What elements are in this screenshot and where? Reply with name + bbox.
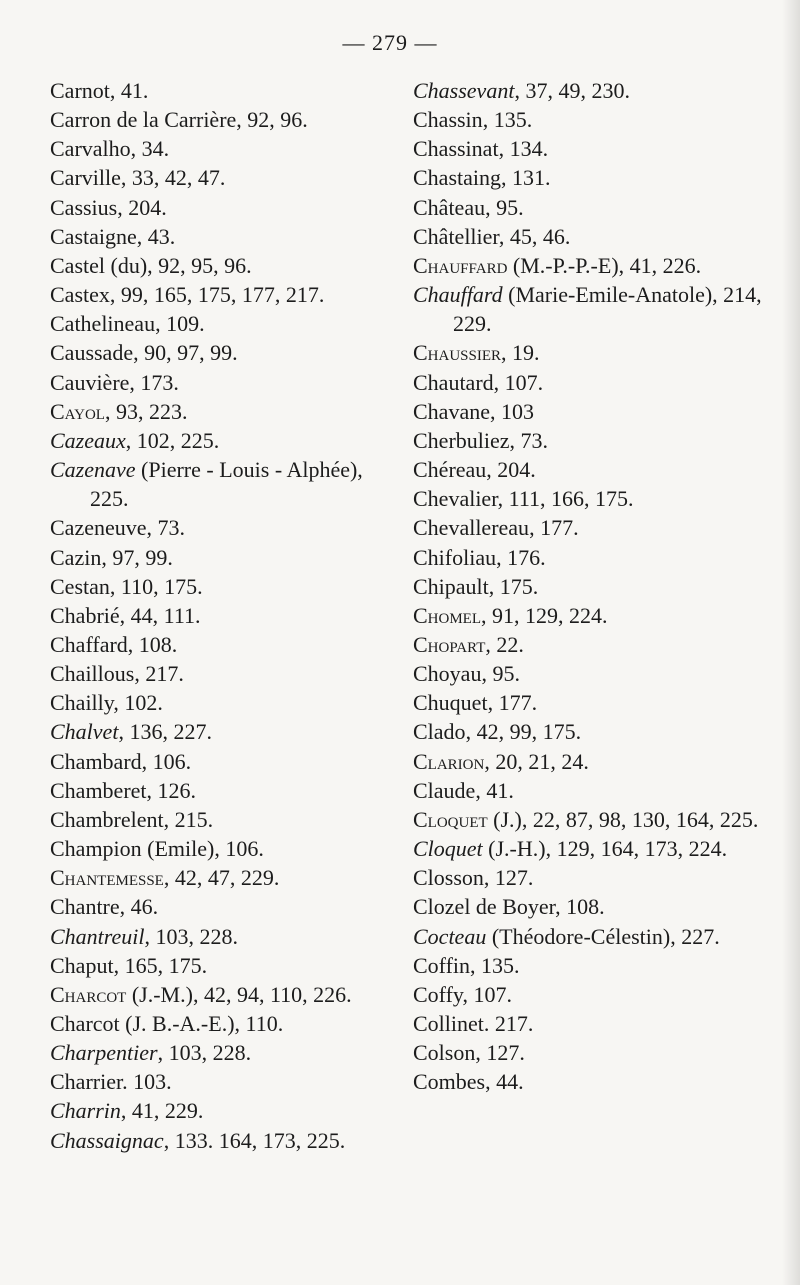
entry-references: , 173. (129, 369, 179, 395)
entry-name: Cazenave (50, 457, 136, 483)
entry-name: Château (413, 194, 486, 220)
entry-references: , 136, 227. (118, 719, 212, 745)
index-entry (413, 1038, 773, 1067)
entry-references: , 133. 164, 173, 225. (163, 1127, 346, 1153)
index-entry (413, 805, 773, 834)
index-entry (413, 513, 773, 542)
entry-references: , 99, 165, 175, 177, 217. (109, 282, 325, 308)
entry-name: Chassaignac (50, 1127, 164, 1153)
index-entry (50, 630, 395, 659)
index-entry (413, 338, 773, 367)
entry-references: (Pierre - Louis - Alphée), 225. (90, 457, 363, 512)
entry-references: , 108. (555, 894, 605, 920)
index-entry (50, 659, 395, 688)
index-entry (50, 922, 395, 951)
index-entry (50, 455, 395, 513)
index-entry (413, 1009, 773, 1038)
entry-name: Chassinat (413, 136, 499, 162)
index-entry (50, 1038, 395, 1067)
index-entry (50, 397, 395, 426)
entry-name: Chipault (413, 573, 489, 599)
index-entry (413, 543, 773, 572)
entry-name: Cazin (50, 544, 102, 570)
entry-name: Chassin (413, 107, 483, 133)
entry-references: , 41. (475, 777, 514, 803)
entry-name: Chopart (413, 631, 486, 657)
entry-references: , 42, 47, 229. (163, 865, 280, 891)
entry-references: , 42, 99, 175. (465, 719, 582, 745)
entry-name: Chalvet (50, 719, 119, 745)
entry-references: , 127. (483, 865, 534, 891)
index-entry (50, 1067, 395, 1096)
entry-name: Châtellier (413, 223, 499, 249)
entry-name: Combes (413, 1069, 486, 1095)
index-entry (413, 776, 773, 805)
index-entry (413, 659, 773, 688)
index-entry (50, 951, 395, 980)
index-entry (50, 543, 395, 572)
index-entry (413, 747, 773, 776)
entry-name: Cazeneuve (50, 515, 147, 541)
entry-references: (M.-P.-P.-E), 41, 226. (507, 252, 702, 278)
index-entry (50, 105, 395, 134)
index-entry (413, 717, 773, 746)
index-entry (50, 776, 395, 805)
entry-name: Chamberet (50, 777, 147, 803)
entry-name: Collinet (413, 1011, 484, 1036)
entry-references: (du), 92, 95, 96. (105, 252, 252, 278)
entry-name: Chaput (50, 952, 114, 978)
entry-references: (J.-H.), 129, 164, 173, 224. (482, 836, 728, 862)
entry-references: , 95. (481, 661, 520, 687)
index-entry (50, 863, 395, 892)
entry-name: Closson (413, 865, 484, 891)
entry-references: , 43. (136, 223, 176, 249)
entry-references: , 46. (119, 894, 159, 920)
entry-name: Charpentier (50, 1040, 158, 1066)
entry-references: , 126. (146, 777, 197, 803)
entry-name: Carville (50, 165, 121, 191)
entry-name: Chastaing (413, 165, 501, 191)
entry-references: (Théodore-Célestin), 227. (486, 923, 720, 949)
entry-references: , 45, 46. (498, 223, 571, 249)
index-entry (50, 76, 395, 105)
index-entry (413, 572, 773, 601)
entry-name: Chuquet (413, 690, 488, 716)
index-entry (50, 572, 395, 601)
entry-references: , 73. (509, 427, 549, 453)
entry-references: , 108. (127, 631, 178, 657)
index-entry (50, 747, 395, 776)
entry-name: Chéreau (413, 457, 487, 483)
entry-name: Cestan (50, 573, 110, 599)
entry-name: Clarion (413, 748, 485, 774)
entry-name: Charrin (50, 1098, 121, 1124)
entry-references: , 134. (498, 136, 549, 162)
entry-references: , 44, 111. (119, 602, 201, 628)
entry-name: Chaussier (413, 340, 502, 366)
entry-name: Cherbuliez (413, 427, 510, 453)
index-entry (413, 980, 773, 1009)
index-entry (413, 163, 773, 192)
entry-references: , 215. (163, 806, 214, 832)
entry-references: , 41. (109, 78, 149, 103)
entry-name: Chantre (50, 894, 120, 920)
index-entry (50, 834, 395, 863)
entry-references: , 165, 175. (113, 952, 208, 978)
index-entry (50, 513, 395, 542)
entry-name: Chantemesse (50, 865, 164, 891)
entry-references: (J.), 22, 87, 98, 130, 164, 225. (487, 806, 759, 832)
entry-references: , 111, 166, 175. (497, 486, 634, 512)
entry-name: Chailly (50, 690, 114, 716)
entry-references: (Marie-Emile-Anatole), 214, 229. (453, 282, 762, 337)
entry-name: Chantreuil (50, 923, 145, 949)
entry-references: , 176. (496, 544, 546, 570)
index-entry (413, 76, 773, 105)
index-entry (413, 134, 773, 163)
scan-shadow-edge (782, 0, 800, 1285)
entry-references: , 110, 175. (109, 573, 203, 599)
entry-references: , 91, 129, 224. (481, 602, 608, 628)
entry-name: Coffin (413, 952, 471, 978)
entry-references: , 135. (470, 952, 520, 978)
entry-name: Chomel (413, 602, 482, 628)
entry-references: , 19. (501, 340, 540, 366)
index-entry (50, 368, 395, 397)
entry-references: , 34. (130, 136, 170, 162)
entry-name: Cloquet (413, 806, 488, 832)
entry-name: Cathelineau (50, 311, 156, 337)
entry-references: , 127. (475, 1040, 525, 1066)
index-entry (413, 426, 773, 455)
entry-references: , 177. (487, 690, 538, 716)
index-entry (413, 105, 773, 134)
entry-references: . 103. (122, 1069, 172, 1095)
entry-name: Coffy (413, 981, 463, 1007)
entry-name: Cayol (50, 398, 105, 424)
entry-references: , 92, 96. (236, 107, 308, 133)
entry-name: Carron de la Carrière (50, 107, 237, 133)
entry-references: , 204. (117, 194, 167, 220)
entry-name: Chambard (50, 748, 142, 774)
entry-name: Charcot (50, 1011, 120, 1036)
entry-references: , 37, 49, 230. (514, 78, 630, 103)
index-entry (50, 163, 395, 192)
entry-name: Castex (50, 282, 110, 308)
entry-name: Cazeaux (50, 427, 126, 453)
index-entry (50, 688, 395, 717)
index-entry (50, 1096, 395, 1125)
entry-references: . 217. (483, 1011, 534, 1036)
entry-name: Chevalier (413, 486, 498, 512)
entry-references: , 175. (488, 573, 539, 599)
index-entry (413, 892, 773, 921)
index-entry (413, 484, 773, 513)
index-entry (413, 630, 773, 659)
entry-name: Chauffard (413, 252, 508, 278)
index-entry (413, 834, 773, 863)
entry-references: , 103, 228. (157, 1040, 252, 1066)
index-entry (413, 368, 773, 397)
index-entry (50, 222, 395, 251)
entry-name: Castaigne (50, 223, 137, 249)
entry-name: Choyau (413, 661, 482, 687)
index-entry (413, 688, 773, 717)
entry-references: (J. B.-A.-E.), 110. (119, 1011, 284, 1036)
entry-name: Carvalho (50, 136, 131, 162)
entry-name: Charrier (50, 1069, 123, 1095)
index-entry (413, 222, 773, 251)
entry-references: , 109. (155, 311, 205, 337)
entry-name: Carnot (50, 78, 110, 103)
entry-references: , 41, 229. (120, 1098, 204, 1124)
index-entry (413, 951, 773, 980)
index-entry (413, 280, 773, 338)
entry-references: , 93, 223. (104, 398, 188, 424)
index-entry (413, 397, 773, 426)
entry-name: Cocteau (413, 923, 487, 949)
entry-references: , 177. (529, 515, 579, 541)
entry-references: , 97, 99. (101, 544, 173, 570)
entry-name: Castel (50, 252, 105, 278)
index-entry (50, 280, 395, 309)
entry-name: Chifoliau (413, 544, 497, 570)
entry-references: , 22. (485, 631, 524, 657)
entry-name: Chaffard (50, 631, 128, 657)
index-entry (413, 922, 773, 951)
entry-name: Colson (413, 1040, 476, 1066)
entry-references: , 95. (485, 194, 524, 220)
entry-references: , 103, 228. (144, 923, 239, 949)
entry-references: (J.-M.), 42, 94, 110, 226. (126, 981, 352, 1007)
index-entry (413, 455, 773, 484)
entry-name: Cassius (50, 194, 118, 220)
entry-name: Chavane (413, 398, 490, 424)
entry-name: Cloquet (413, 836, 483, 862)
entry-references: , 204. (486, 457, 536, 483)
entry-references: , 135. (482, 107, 533, 133)
entry-name: Clozel de Boyer (413, 894, 556, 920)
index-entry (50, 892, 395, 921)
entry-name: Charcot (50, 981, 127, 1007)
left-index-column (50, 76, 395, 1155)
entry-name: Cauvière (50, 369, 130, 395)
index-entry (50, 338, 395, 367)
index-entry (50, 251, 395, 280)
entry-references: (Emile), 106. (141, 836, 264, 862)
entry-references: , 106. (141, 748, 192, 774)
index-entry (413, 1067, 773, 1096)
entry-name: Clado (413, 719, 466, 745)
entry-name: Chaillous (50, 661, 135, 687)
entry-references: , 217. (134, 661, 184, 687)
index-entry (50, 980, 395, 1009)
right-index-column (413, 76, 773, 1096)
entry-references: , 102, 225. (125, 427, 220, 453)
entry-name: Claude (413, 777, 476, 803)
index-entry (50, 193, 395, 222)
index-entry (50, 134, 395, 163)
index-entry (50, 601, 395, 630)
entry-references: , 102. (113, 690, 163, 716)
index-entry (413, 601, 773, 630)
entry-references: , 107. (462, 981, 512, 1007)
index-entry (50, 1009, 395, 1038)
index-entry (50, 805, 395, 834)
entry-name: Chassevant (413, 78, 515, 103)
entry-references: , 90, 97, 99. (133, 340, 238, 366)
entry-name: Chambrelent (50, 806, 164, 832)
entry-references: , 131. (501, 165, 551, 191)
index-entry (50, 426, 395, 455)
index-entry (413, 251, 773, 280)
entry-references: , 107. (493, 369, 544, 395)
index-entry (50, 1126, 395, 1155)
index-entry (50, 309, 395, 338)
entry-references: , 103 (489, 398, 534, 424)
entry-name: Chevallereau (413, 515, 530, 541)
index-entry (413, 863, 773, 892)
page-number: — 279 — (342, 30, 438, 55)
entry-name: Caussade (50, 340, 134, 366)
entry-name: Chabrié (50, 602, 120, 628)
entry-references: , 33, 42, 47. (120, 165, 226, 191)
entry-name: Chautard (413, 369, 494, 395)
index-entry (413, 193, 773, 222)
entry-references: , 73. (146, 515, 185, 541)
entry-name: Chauffard (413, 282, 503, 308)
index-entry (50, 717, 395, 746)
entry-references: , 20, 21, 24. (484, 748, 589, 774)
entry-name: Champion (50, 836, 142, 862)
entry-references: , 44. (485, 1069, 524, 1095)
